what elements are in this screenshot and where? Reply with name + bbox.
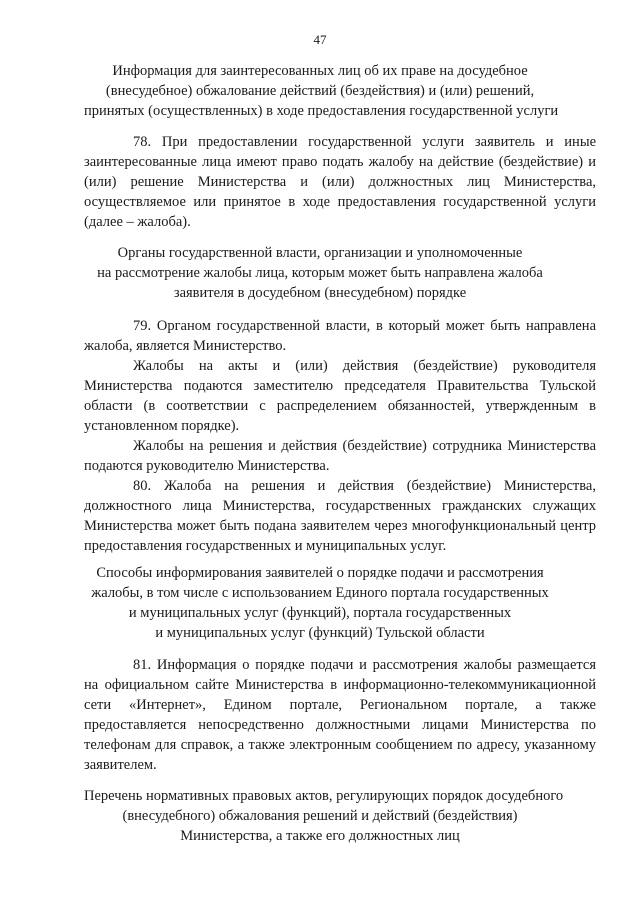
section-heading-right-to-appeal	[84, 61, 559, 121]
heading-line: и муниципальных услуг (функций) Тульской области	[155, 625, 485, 641]
paragraph-78: 78. При предоставлении государственной услуги заявитель и иные заинтересованные лица имеют право подать жалобу на действие (бездействие) и (или) решение Министерства и (или) должностных лиц Министерства, осуществляемое или принятое в ходе предоставления государственной услуги (далее – жалоба).	[84, 134, 596, 230]
heading-line: Информация для заинтересованных лиц об их праве на досудебное	[112, 63, 528, 79]
heading-line: и муниципальных услуг (функций), портала государственных	[128, 605, 512, 621]
paragraph-81: 81. Информация о порядке подачи и рассмотрения жалобы размещается на официальном сайте Министерства в информационно-телекоммуникационной сети «Интернет», Едином портале, Региональном портале, а также предоставляется непосредственно должностными лицами Министерства по телефонам для справок, а также электронным сообщением по адресу, указанному заявителем.	[84, 657, 596, 773]
heading-line: Министерства, а также его должностных лиц	[180, 828, 460, 844]
section-heading-informing-methods	[84, 563, 556, 643]
heading-line: принятых (осуществленных) в ходе предоставления государственной услуги	[84, 103, 559, 119]
paragraph-80: 80. Жалоба на решения и действия (бездействие) Министерства, должностного лица Министерства, государственных гражданских служащих Министерства может быть подана заявителем через многофункциональный центр предоставления государственных и муниципальных услуг.	[84, 478, 596, 554]
heading-line: Перечень нормативных правовых актов, регулирующих порядок досудебного	[84, 788, 564, 804]
heading-line: Способы информирования заявителей о порядке подачи и рассмотрения	[96, 565, 544, 581]
heading-line: Органы государственной власти, организации и уполномоченные	[117, 245, 523, 261]
heading-line: (внесудебного) обжалования решений и действий (бездействия)	[122, 808, 518, 824]
page-number: 47	[313, 32, 327, 47]
heading-line: жалобы, в том числе с использованием Единого портала государственных	[91, 585, 549, 601]
heading-line: на рассмотрение жалобы лица, которым может быть направлена жалоба	[97, 265, 543, 281]
paragraph-minister-complaints: Жалобы на акты и (или) действия (бездействие) руководителя Министерства подаются заместителю председателя Правительства Тульской области (в соответствии с распределением обязанностей, утвержденным в установленном порядке).	[84, 358, 596, 434]
heading-line: заявителя в досудебном (внесудебном) порядке	[173, 285, 467, 301]
paragraph-79: 79. Органом государственной власти, в который может быть направлена жалоба, является Министерство.	[84, 318, 596, 354]
section-heading-regulatory-acts	[84, 786, 564, 846]
section-heading-authorities	[84, 243, 556, 303]
heading-line: (внесудебное) обжалование действий (бездействия) и (или) решений,	[105, 83, 535, 99]
paragraph-employee-complaints: Жалобы на решения и действия (бездействие) сотрудника Министерства подаются руководителю Министерства.	[84, 438, 596, 474]
